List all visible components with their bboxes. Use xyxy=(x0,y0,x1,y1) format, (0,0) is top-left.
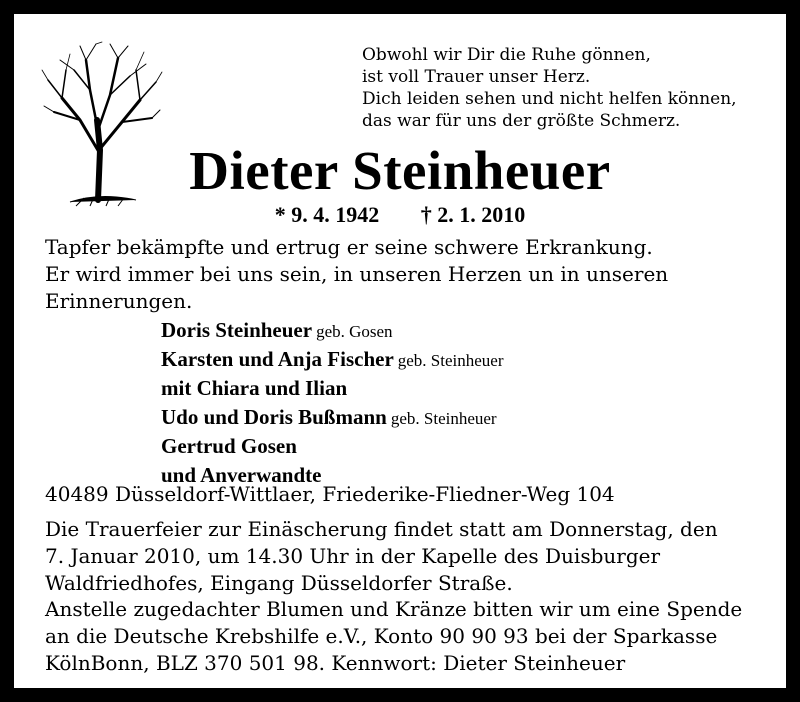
mourner-note: geb. Gosen xyxy=(316,322,393,341)
mourner-name: mit Chiara und Ilian xyxy=(161,376,348,400)
mourner-note: geb. Steinheuer xyxy=(390,409,497,428)
deceased-name: Dieter Steinheuer xyxy=(189,140,611,201)
mourner-row xyxy=(161,375,504,404)
poem-line: Obwohl wir Dir die Ruhe gönnen, xyxy=(362,45,651,65)
mourner-note: geb. Steinheuer xyxy=(397,351,504,370)
service-line: Waldfriedhofes, Eingang Düsseldorfer Straße. xyxy=(45,571,513,595)
mourner-row xyxy=(161,317,504,346)
funeral-service-info xyxy=(45,516,718,597)
mourner-name: Karsten und Anja Fischer xyxy=(161,347,394,371)
poem-line: ist voll Trauer unser Herz. xyxy=(362,67,591,87)
mourner-name: und Anverwandte xyxy=(161,463,322,487)
tribute-text xyxy=(45,234,765,315)
death-date: † 2. 1. 2010 xyxy=(420,202,526,227)
donation-request xyxy=(45,596,742,677)
mourner-name: Doris Steinheuer xyxy=(161,318,313,342)
service-line: 7. Januar 2010, um 14.30 Uhr in der Kapelle des Duisburger xyxy=(45,544,661,568)
mourner-row xyxy=(161,433,504,462)
poem xyxy=(362,44,737,132)
donation-line: KölnBonn, BLZ 370 501 98. Kennwort: Dieter Steinheuer xyxy=(45,651,626,675)
life-dates xyxy=(0,202,800,228)
mourner-row xyxy=(161,346,504,375)
service-line: Die Trauerfeier zur Einäscherung findet statt am Donnerstag, den xyxy=(45,517,718,541)
poem-line: das war für uns der größte Schmerz. xyxy=(362,111,681,131)
mourner-name: Gertrud Gosen xyxy=(161,434,297,458)
mourner-row xyxy=(161,404,504,433)
mourners-list xyxy=(161,317,504,491)
donation-line: an die Deutsche Krebshilfe e.V., Konto 90 90 93 bei der Sparkasse xyxy=(45,624,718,648)
tribute-line: Erinnerungen. xyxy=(45,289,193,313)
mourner-name: Udo und Doris Bußmann xyxy=(161,405,387,429)
donation-line: Anstelle zugedachter Blumen und Kränze bitten wir um eine Spende xyxy=(45,597,743,621)
birth-date: * 9. 4. 1942 xyxy=(274,202,380,227)
tribute-line: Tapfer bekämpfte und ertrug er seine schwere Erkrankung. xyxy=(45,235,653,259)
tribute-line: Er wird immer bei uns sein, in unseren Herzen un in unseren xyxy=(45,262,669,286)
poem-line: Dich leiden sehen und nicht helfen können, xyxy=(362,89,737,109)
family-address: 40489 Düsseldorf-Wittlaer, Friederike-Fliedner-Weg 104 xyxy=(45,482,615,506)
